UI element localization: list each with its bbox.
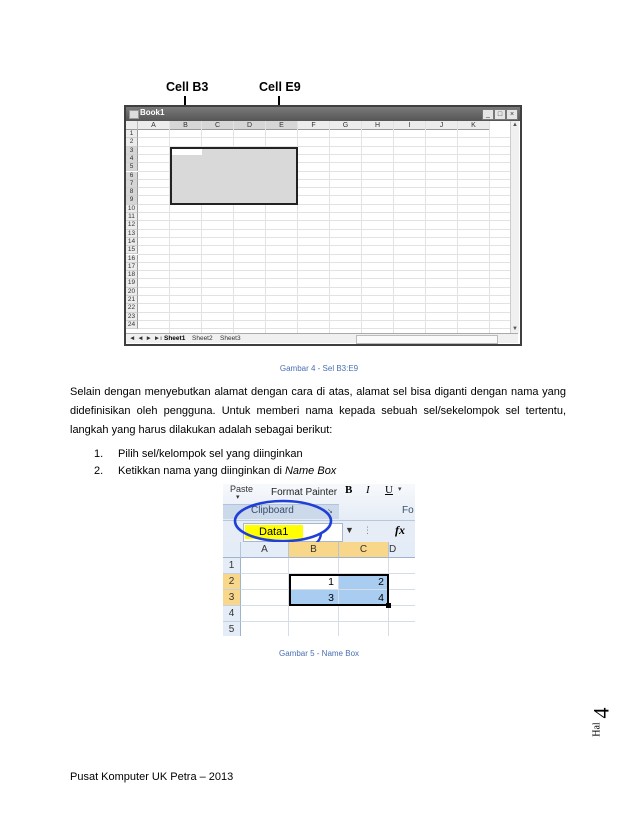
- paste-button[interactable]: Paste: [230, 484, 254, 494]
- row-header[interactable]: 21: [126, 296, 138, 304]
- excel-app-icon: [129, 110, 139, 119]
- formula-bar-separator: ⋮: [363, 525, 372, 535]
- cell-c5[interactable]: [339, 622, 389, 636]
- sheet-tab-1[interactable]: Sheet1: [164, 335, 186, 342]
- sheet-nav-arrows[interactable]: ◄ ◄ ► ►ı: [129, 335, 162, 342]
- page-label: Hal: [591, 722, 603, 737]
- cell-b1[interactable]: [289, 558, 339, 574]
- row-header[interactable]: 11: [126, 213, 138, 221]
- window-title-bar: [126, 107, 520, 121]
- column-header[interactable]: D: [389, 542, 415, 558]
- row-header[interactable]: 7: [126, 180, 138, 188]
- figure-5-caption: Gambar 5 - Name Box: [278, 649, 360, 658]
- column-header[interactable]: K: [458, 121, 490, 130]
- row-header[interactable]: 22: [126, 304, 138, 312]
- name-box-screenshot: [223, 484, 415, 636]
- underline-dropdown-icon[interactable]: ▾: [398, 486, 402, 493]
- grid-line: [361, 121, 362, 333]
- column-header[interactable]: A: [241, 542, 289, 558]
- scroll-down-icon[interactable]: ▼: [512, 326, 518, 332]
- cell-d2[interactable]: [389, 574, 415, 590]
- column-header[interactable]: A: [138, 121, 170, 130]
- cell-d3[interactable]: [389, 590, 415, 606]
- page-number: 4: [588, 707, 614, 719]
- grid-line: [138, 220, 510, 221]
- row-header[interactable]: 12: [126, 221, 138, 229]
- clipboard-label: Clipboard: [251, 505, 294, 516]
- row-header[interactable]: 4: [223, 606, 241, 622]
- row-header[interactable]: 2: [223, 574, 241, 590]
- row-header[interactable]: 6: [126, 172, 138, 180]
- column-header[interactable]: C: [202, 121, 234, 130]
- selected-range-b3-e9[interactable]: [170, 147, 298, 205]
- list-item: [94, 446, 303, 462]
- insert-function-icon[interactable]: fx: [395, 523, 405, 537]
- list-number: 1.: [94, 448, 104, 460]
- grid-line: [138, 278, 510, 279]
- grid-line: [138, 320, 510, 321]
- body-paragraph: Selain dengan menyebutkan alamat dengan cara di atas, alamat sel bisa diganti dengan nama yang didefinisikan oleh pengguna. Untuk memberi nama kepada sebuah sel/sekelompok sel tertentu, langkah yang harus dilakukan adalah sebagai berikut:: [70, 386, 566, 436]
- column-header[interactable]: D: [234, 121, 266, 130]
- name-box-dropdown-icon[interactable]: ▼: [345, 525, 354, 535]
- grid-line: [138, 328, 510, 329]
- page-number-block: [588, 700, 634, 750]
- grid-line: [138, 229, 510, 230]
- excel-window-book1: [124, 105, 522, 346]
- row-header[interactable]: 5: [126, 163, 138, 171]
- grid-line: [138, 237, 510, 238]
- row-header[interactable]: 8: [126, 188, 138, 196]
- column-header[interactable]: E: [266, 121, 298, 130]
- grid-line: [425, 121, 426, 333]
- selected-range-b2-c3[interactable]: [289, 574, 389, 606]
- column-header[interactable]: F: [298, 121, 330, 130]
- grid-line: [138, 245, 510, 246]
- row-header[interactable]: 10: [126, 205, 138, 213]
- column-header[interactable]: H: [362, 121, 394, 130]
- cell-c1[interactable]: [339, 558, 389, 574]
- name-box-value[interactable]: Data1: [259, 526, 289, 538]
- grid-line: [393, 121, 394, 333]
- cell-d4[interactable]: [389, 606, 415, 622]
- cell-b3[interactable]: 3: [289, 590, 339, 606]
- row-header[interactable]: 1: [223, 558, 241, 574]
- grid-line: [138, 137, 510, 138]
- grid-line: [329, 121, 330, 333]
- callout-cell-b3: Cell B3: [166, 80, 209, 94]
- clipboard-launcher-icon[interactable]: ↘: [327, 508, 333, 515]
- cell-a5[interactable]: [241, 622, 289, 636]
- column-header[interactable]: B: [170, 121, 202, 130]
- sheet-tab-bar: [126, 333, 518, 343]
- column-header[interactable]: I: [394, 121, 426, 130]
- grid-line: [489, 121, 490, 333]
- select-all-corner[interactable]: [126, 121, 138, 130]
- grid-line: [457, 121, 458, 333]
- list-number: 2.: [94, 465, 104, 477]
- vertical-scrollbar[interactable]: [510, 121, 519, 333]
- cell-b4[interactable]: [289, 606, 339, 622]
- grid-line: [138, 212, 510, 213]
- grid-line: [138, 312, 510, 313]
- cell-a4[interactable]: [241, 606, 289, 622]
- italic-button[interactable]: I: [366, 484, 370, 496]
- close-icon[interactable]: ×: [506, 109, 518, 120]
- callout-cell-e9: Cell E9: [259, 80, 301, 94]
- grid-line: [138, 303, 510, 304]
- list-item: [94, 463, 336, 479]
- cell-b5[interactable]: [289, 622, 339, 636]
- row-header[interactable]: 3: [126, 147, 138, 155]
- column-header[interactable]: G: [330, 121, 362, 130]
- column-header[interactable]: J: [426, 121, 458, 130]
- paste-dropdown-icon[interactable]: ▾: [236, 494, 240, 501]
- grid-line: [138, 254, 510, 255]
- cell-c3[interactable]: 4: [339, 590, 389, 606]
- row-header[interactable]: 16: [126, 255, 138, 263]
- active-cell-b3[interactable]: [172, 149, 202, 155]
- page-footer: Pusat Komputer UK Petra – 2013: [70, 771, 234, 783]
- row-header[interactable]: 2: [126, 138, 138, 146]
- bold-button[interactable]: B: [345, 484, 353, 496]
- maximize-icon[interactable]: □: [494, 109, 506, 120]
- row-header[interactable]: 14: [126, 238, 138, 246]
- horizontal-scrollbar[interactable]: [356, 335, 498, 344]
- select-all-corner[interactable]: [223, 542, 241, 558]
- sheet-tab-3[interactable]: Sheet3: [220, 335, 241, 342]
- worksheet-grid[interactable]: [126, 121, 510, 333]
- row-header[interactable]: 20: [126, 288, 138, 296]
- list-text: Pilih sel/kelompok sel yang diinginkan: [118, 448, 303, 460]
- scroll-up-icon[interactable]: ▲: [512, 122, 518, 128]
- cell-d5[interactable]: [389, 622, 415, 636]
- row-header[interactable]: 13: [126, 230, 138, 238]
- row-header[interactable]: 18: [126, 271, 138, 279]
- cell-a2[interactable]: [241, 574, 289, 590]
- row-header[interactable]: 3: [223, 590, 241, 606]
- font-group-label: Fo: [402, 505, 414, 516]
- row-header[interactable]: 5: [223, 622, 241, 636]
- list-text: Ketikkan nama yang diinginkan di: [118, 465, 285, 477]
- grid-line: [138, 295, 510, 296]
- minimize-icon[interactable]: _: [482, 109, 494, 120]
- grid-line: [138, 287, 510, 288]
- row-header[interactable]: 9: [126, 196, 138, 204]
- row-header[interactable]: 1: [126, 130, 138, 138]
- cell-a3[interactable]: [241, 590, 289, 606]
- column-header[interactable]: C: [339, 542, 389, 558]
- cell-b2[interactable]: 1: [289, 574, 339, 590]
- row-header[interactable]: 17: [126, 263, 138, 271]
- row-header[interactable]: 24: [126, 321, 138, 329]
- row-header[interactable]: 23: [126, 313, 138, 321]
- row-header[interactable]: 4: [126, 155, 138, 163]
- sheet-tab-2[interactable]: Sheet2: [192, 335, 213, 342]
- underline-button[interactable]: U: [385, 484, 393, 496]
- grid-line: [138, 270, 510, 271]
- cell-c2[interactable]: 2: [339, 574, 389, 590]
- column-header[interactable]: B: [289, 542, 339, 558]
- cell-a1[interactable]: [241, 558, 289, 574]
- row-header[interactable]: 15: [126, 246, 138, 254]
- row-header[interactable]: 19: [126, 279, 138, 287]
- cell-c4[interactable]: [339, 606, 389, 622]
- list-text-emphasis: Name Box: [284, 465, 337, 477]
- grid-line: [138, 262, 510, 263]
- cell-d1[interactable]: [389, 558, 415, 574]
- figure-4-caption: Gambar 4 - Sel B3:E9: [279, 364, 359, 373]
- window-title: Book1: [140, 108, 165, 117]
- format-painter-button[interactable]: Format Painter: [271, 487, 338, 498]
- fill-handle[interactable]: [386, 603, 391, 608]
